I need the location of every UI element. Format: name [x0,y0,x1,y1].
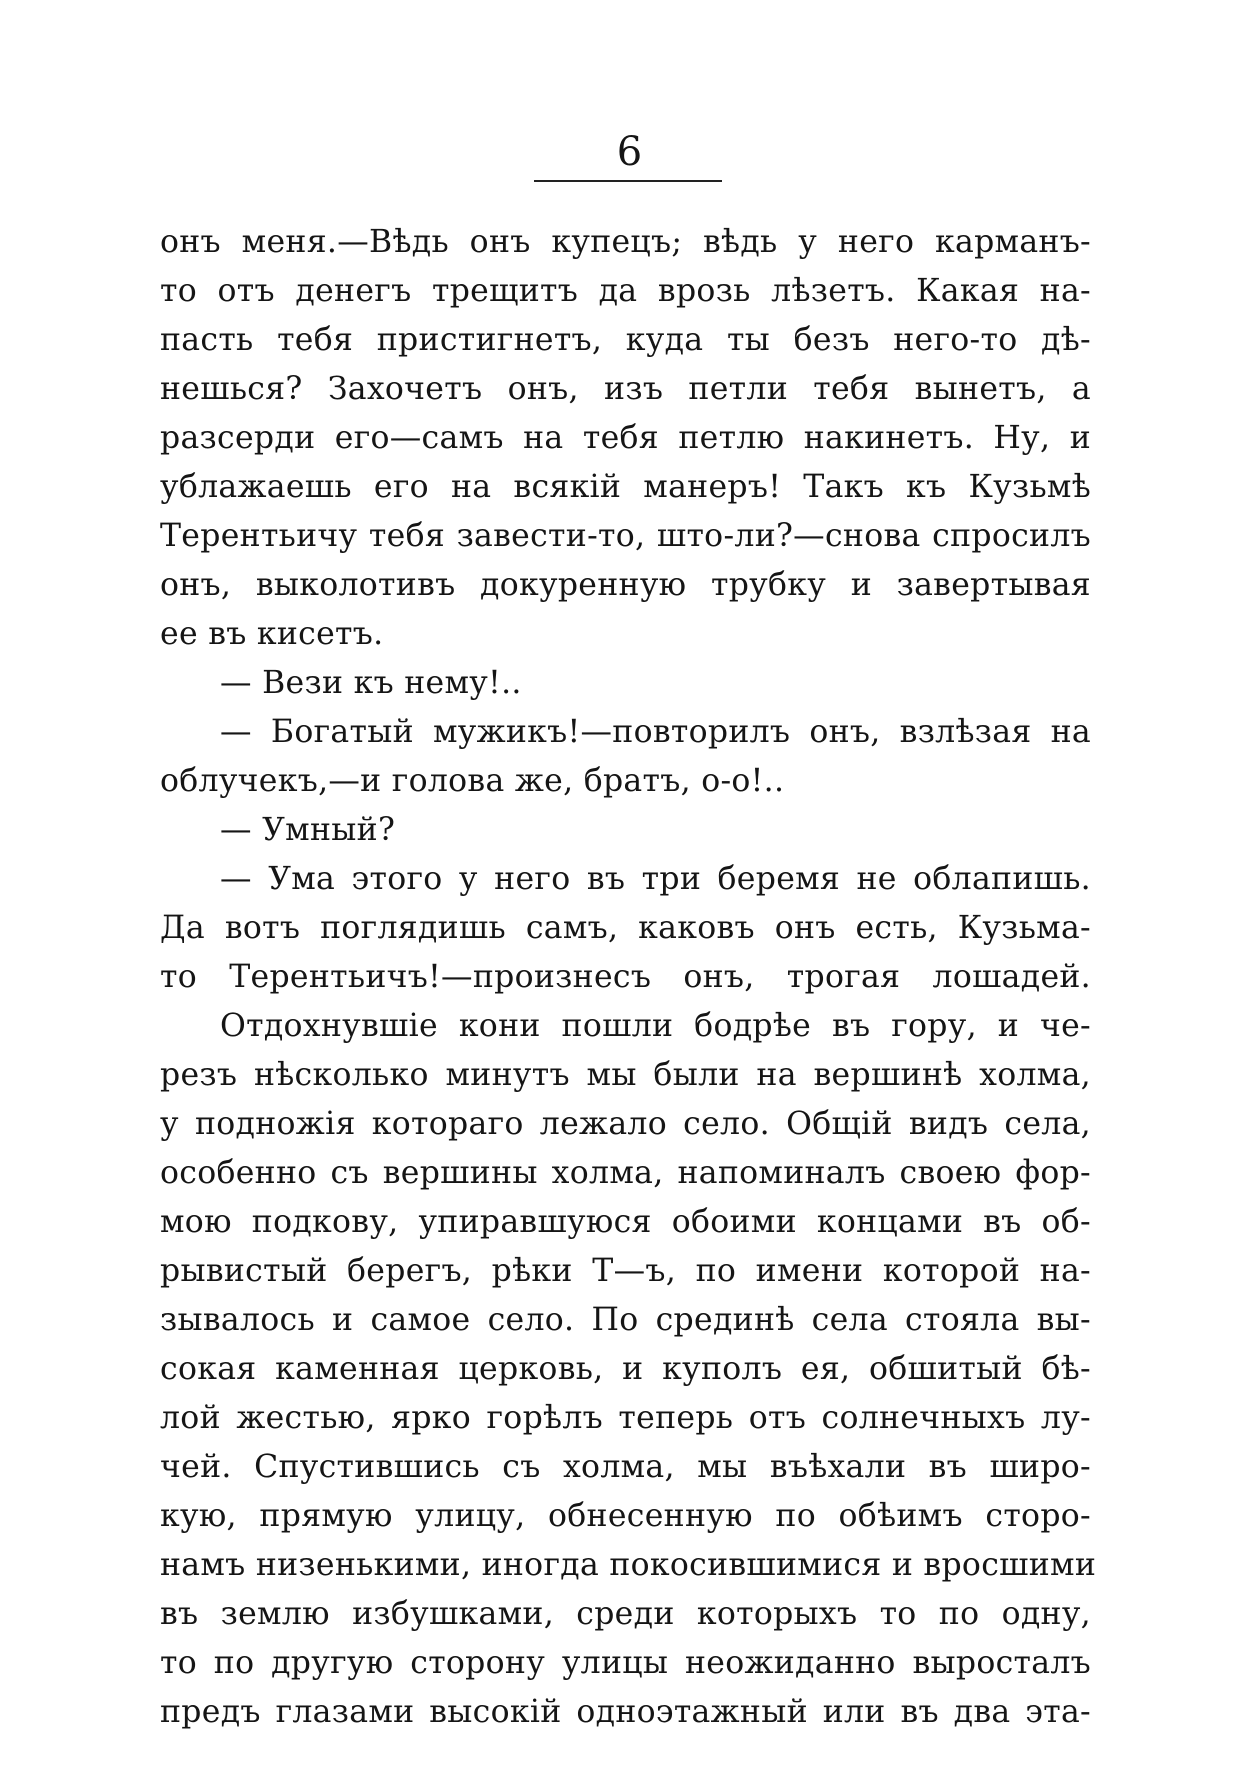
text-line: то по другую сторону улицы неожиданно выросталъ [160,1645,1091,1681]
text-line: Да вотъ поглядишь самъ, каковъ онъ есть, Кузьма- [160,910,1091,946]
text-line: въ землю избушками, среди которыхъ то по одну, [160,1596,1091,1632]
text-line: пасть тебя пристигнетъ, куда ты безъ него-то дѣ- [160,322,1091,358]
text-line: ублажаешь его на всякій манеръ! Такъ къ Кузьмѣ [160,469,1091,505]
text-line: Терентьичу тебя завести-то, што-ли?—снова спросилъ [160,518,1091,554]
dialogue-line: — Умный? [220,812,396,848]
text-line: у подножія котораго лежало село. Общій видъ села, [160,1106,1091,1142]
page-number: 6 [616,129,643,175]
text-line: мою подкову, упиравшуюся обоими концами въ об- [160,1204,1091,1240]
text-line: облучекъ,—и голова же, братъ, о-о!.. [160,763,785,799]
dialogue-line: — Вези къ нему!.. [220,665,522,701]
text-line: чей. Спустившись съ холма, мы въѣхали въ широ- [160,1449,1091,1485]
text-line: зывалось и самое село. По срединѣ села стояла вы- [160,1302,1091,1338]
text-line: резъ нѣсколько минутъ мы были на вершинѣ холма, [160,1057,1091,1093]
text-line: предъ глазами высокій одноэтажный или въ два эта- [160,1694,1091,1730]
body-text [160,218,1097,1737]
text-line: разсерди его—самъ на тебя петлю накинетъ. Ну, и [160,420,1091,456]
text-line: ее въ кисетъ. [160,616,384,652]
text-line: нешься? Захочетъ онъ, изъ петли тебя вынетъ, а [160,371,1091,407]
text-line: кую, прямую улицу, обнесенную по обѣимъ сторо- [160,1498,1091,1534]
text-line: онъ меня.—Вѣдь онъ купецъ; вѣдь у него карманъ- [160,224,1091,260]
text-line: то отъ денегъ трещитъ да врозь лѣзетъ. Какая на- [160,273,1091,309]
paragraph-start-line: Отдохнувшіе кони пошли бодрѣе въ гору, и че- [220,1008,1091,1044]
text-line: онъ, выколотивъ докуренную трубку и завертывая [160,567,1091,603]
text-line: то Терентьичъ!—произнесъ онъ, трогая лошадей. [160,959,1091,995]
text-line: сокая каменная церковь, и куполъ ея, обшитый бѣ- [160,1351,1091,1387]
text-line: намъ низенькими, иногда покосившимися и вросшими [160,1547,1097,1583]
text-line: рывистый берегъ, рѣки Т—ъ, по имени которой на- [160,1253,1091,1289]
text-line: особенно съ вершины холма, напоминалъ своею фор- [160,1155,1091,1191]
dialogue-line: — Ума этого у него въ три беремя не облапишь. [220,861,1091,897]
dialogue-line: — Богатый мужикъ!—повторилъ онъ, взлѣзая на [220,714,1091,750]
page-number-rule [534,180,722,182]
text-line: лой жестью, ярко горѣлъ теперь отъ солнечныхъ лу- [160,1400,1091,1436]
